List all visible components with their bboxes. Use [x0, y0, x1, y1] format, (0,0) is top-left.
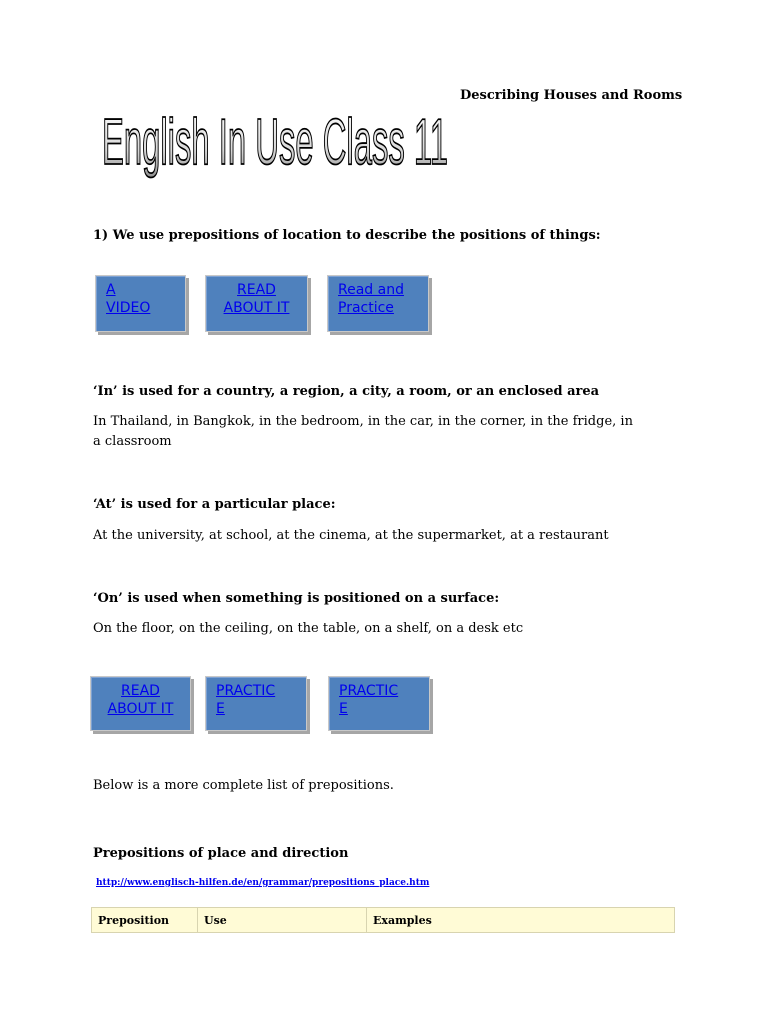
title-art-text: English In Use Class 11 — [102, 105, 448, 179]
practice-link-2[interactable] — [339, 682, 419, 718]
table-header-row — [92, 908, 675, 933]
read-about-it-button-2[interactable] — [90, 676, 191, 731]
read-and-practice-line1: Read and — [338, 282, 404, 298]
in-rule-heading: ‘In’ is used for a country, a region, a city, a room, or an enclosed area — [93, 384, 600, 399]
read-and-practice-button[interactable] — [327, 275, 429, 332]
video-button[interactable] — [95, 275, 186, 332]
read-about-it-link-2[interactable] — [101, 682, 180, 718]
read-about-it-link[interactable] — [216, 281, 297, 317]
list-intro-text: Below is a more complete list of prepositions. — [93, 778, 394, 793]
place-direction-heading: Prepositions of place and direction — [93, 846, 349, 861]
title-wordart — [98, 90, 458, 180]
prepositions-table — [91, 907, 675, 933]
read-about-it-2-line1: READ — [121, 683, 160, 699]
practice-1-line2: E — [216, 701, 225, 717]
practice-button-2[interactable] — [328, 676, 430, 731]
read-and-practice-line2: Practice — [338, 300, 394, 316]
in-rule-examples: In Thailand, in Bangkok, in the bedroom, in the car, in the corner, in the fridge, in a classroom — [93, 414, 633, 449]
video-link-line2: VIDEO — [106, 300, 151, 316]
practice-1-line1: PRACTIC — [216, 683, 276, 699]
section-heading-prepositions: 1) We use prepositions of location to describe the positions of things: — [93, 228, 601, 243]
read-about-it-button[interactable] — [205, 275, 308, 332]
practice-2-line1: PRACTIC — [339, 683, 399, 699]
read-about-it-line2: ABOUT IT — [223, 300, 290, 316]
video-link[interactable] — [106, 281, 175, 317]
column-header-use: Use — [198, 908, 367, 933]
read-about-it-line1: READ — [237, 282, 276, 298]
video-link-line1: A — [106, 282, 116, 298]
read-about-it-2-line2: ABOUT IT — [107, 701, 174, 717]
at-rule-examples: At the university, at school, at the cinema, at the supermarket, at a restaurant — [93, 528, 609, 543]
practice-button-1[interactable] — [205, 676, 307, 731]
practice-link-1[interactable] — [216, 682, 296, 718]
document-subtitle: Describing Houses and Rooms — [460, 88, 683, 103]
practice-2-line2: E — [339, 701, 348, 717]
column-header-preposition: Preposition — [92, 908, 198, 933]
column-header-examples: Examples — [367, 908, 675, 933]
on-rule-examples: On the floor, on the ceiling, on the table, on a shelf, on a desk etc — [93, 621, 524, 636]
read-and-practice-link[interactable] — [338, 281, 418, 317]
on-rule-heading: ‘On’ is used when something is positioned on a surface: — [93, 591, 500, 606]
at-rule-heading: ‘At’ is used for a particular place: — [93, 497, 336, 512]
prepositions-url-link[interactable]: http://www.englisch-hilfen.de/en/grammar/prepositions_place.htm — [96, 878, 430, 888]
